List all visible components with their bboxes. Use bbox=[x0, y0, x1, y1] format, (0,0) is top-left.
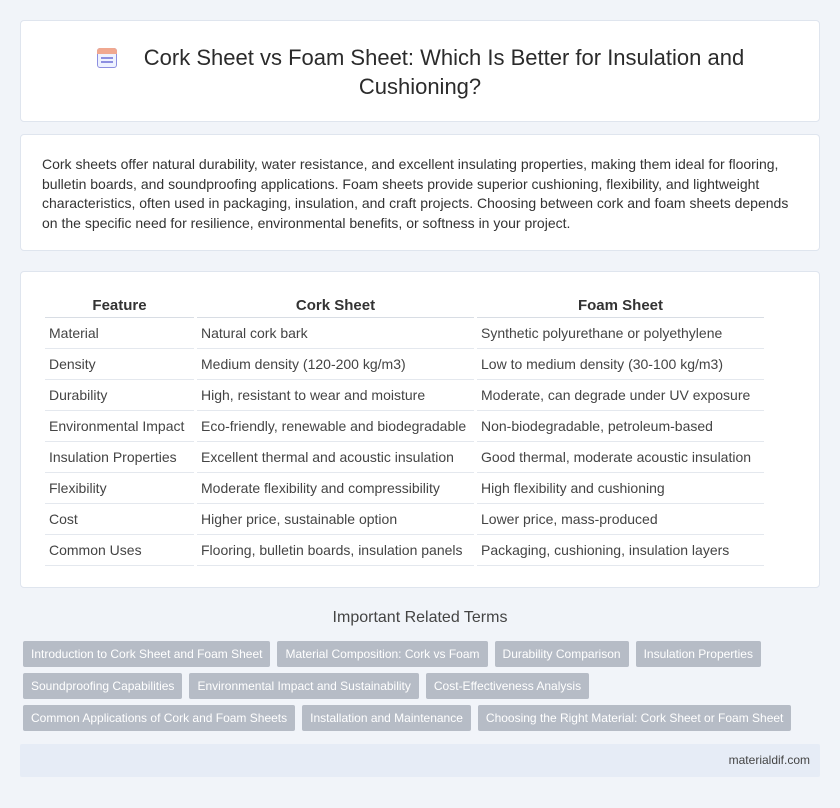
related-term-tag[interactable]: Material Composition: Cork vs Foam bbox=[277, 641, 487, 667]
feature-cell: Common Uses bbox=[45, 535, 194, 566]
foam-cell: Lower price, mass-produced bbox=[477, 504, 764, 535]
table-row bbox=[45, 349, 764, 380]
comparison-card bbox=[20, 271, 820, 588]
foam-cell: High flexibility and cushioning bbox=[477, 473, 764, 504]
feature-cell: Insulation Properties bbox=[45, 442, 194, 473]
foam-cell: Low to medium density (30-100 kg/m3) bbox=[477, 349, 764, 380]
table-row bbox=[45, 380, 764, 411]
table-row bbox=[45, 442, 764, 473]
related-term-tag[interactable]: Cost-Effectiveness Analysis bbox=[426, 673, 589, 699]
summary-card bbox=[20, 134, 820, 251]
foam-cell: Non-biodegradable, petroleum-based bbox=[477, 411, 764, 442]
footer bbox=[20, 744, 820, 777]
related-terms-list bbox=[23, 641, 813, 737]
related-term-tag[interactable]: Choosing the Right Material: Cork Sheet or Foam Sheet bbox=[478, 705, 791, 731]
feature-cell: Durability bbox=[45, 380, 194, 411]
feature-cell: Flexibility bbox=[45, 473, 194, 504]
table-row bbox=[45, 535, 764, 566]
feature-cell: Environmental Impact bbox=[45, 411, 194, 442]
foam-cell: Synthetic polyurethane or polyethylene bbox=[477, 318, 764, 349]
cork-cell: Eco-friendly, renewable and biodegradable bbox=[197, 411, 474, 442]
related-term-tag[interactable]: Introduction to Cork Sheet and Foam Sheet bbox=[23, 641, 270, 667]
table-row bbox=[45, 318, 764, 349]
feature-cell: Material bbox=[45, 318, 194, 349]
column-header: Cork Sheet bbox=[197, 294, 474, 318]
cork-cell: Medium density (120-200 kg/m3) bbox=[197, 349, 474, 380]
related-term-tag[interactable]: Common Applications of Cork and Foam Sheets bbox=[23, 705, 295, 731]
table-header-row bbox=[45, 294, 764, 318]
related-term-tag[interactable]: Soundproofing Capabilities bbox=[23, 673, 182, 699]
related-term-tag[interactable]: Insulation Properties bbox=[636, 641, 761, 667]
cork-cell: Flooring, bulletin boards, insulation panels bbox=[197, 535, 474, 566]
tag-row bbox=[23, 705, 813, 731]
related-terms-title: Important Related Terms bbox=[332, 609, 508, 626]
feature-cell: Cost bbox=[45, 504, 194, 535]
tag-row bbox=[23, 673, 813, 699]
page-title: Cork Sheet vs Foam Sheet: Which Is Better for Insulation and Cushioning? bbox=[143, 45, 745, 99]
title-card bbox=[20, 20, 820, 122]
related-term-tag[interactable]: Environmental Impact and Sustainability bbox=[189, 673, 418, 699]
table-row bbox=[45, 504, 764, 535]
page-title-block bbox=[61, 43, 779, 101]
cork-cell: Moderate flexibility and compressibility bbox=[197, 473, 474, 504]
cork-cell: High, resistant to wear and moisture bbox=[197, 380, 474, 411]
cork-cell: Higher price, sustainable option bbox=[197, 504, 474, 535]
document-icon bbox=[96, 45, 118, 69]
foam-cell: Moderate, can degrade under UV exposure bbox=[477, 380, 764, 411]
footer-site: materialdif.com bbox=[728, 753, 810, 767]
column-header: Foam Sheet bbox=[477, 294, 764, 318]
comparison-table bbox=[42, 294, 767, 566]
related-term-tag[interactable]: Durability Comparison bbox=[495, 641, 629, 667]
foam-cell: Packaging, cushioning, insulation layers bbox=[477, 535, 764, 566]
summary-text: Cork sheets offer natural durability, water resistance, and excellent insulating properties, making them ideal for flooring, bulletin boards, and soundproofing applications. Foam sheets provide superior cushioning, flexibility, and lightweight characteristics, often used in packaging, insulation, and craft projects. Choosing between cork and foam sheets depends on the specific need for resilience, environmental benefits, or softness in your project. bbox=[42, 156, 789, 231]
cork-cell: Natural cork bark bbox=[197, 318, 474, 349]
foam-cell: Good thermal, moderate acoustic insulation bbox=[477, 442, 764, 473]
related-term-tag[interactable]: Installation and Maintenance bbox=[302, 705, 471, 731]
feature-cell: Density bbox=[45, 349, 194, 380]
cork-cell: Excellent thermal and acoustic insulation bbox=[197, 442, 474, 473]
column-header: Feature bbox=[45, 294, 194, 318]
table-row bbox=[45, 411, 764, 442]
tag-row bbox=[23, 641, 813, 667]
table-row bbox=[45, 473, 764, 504]
